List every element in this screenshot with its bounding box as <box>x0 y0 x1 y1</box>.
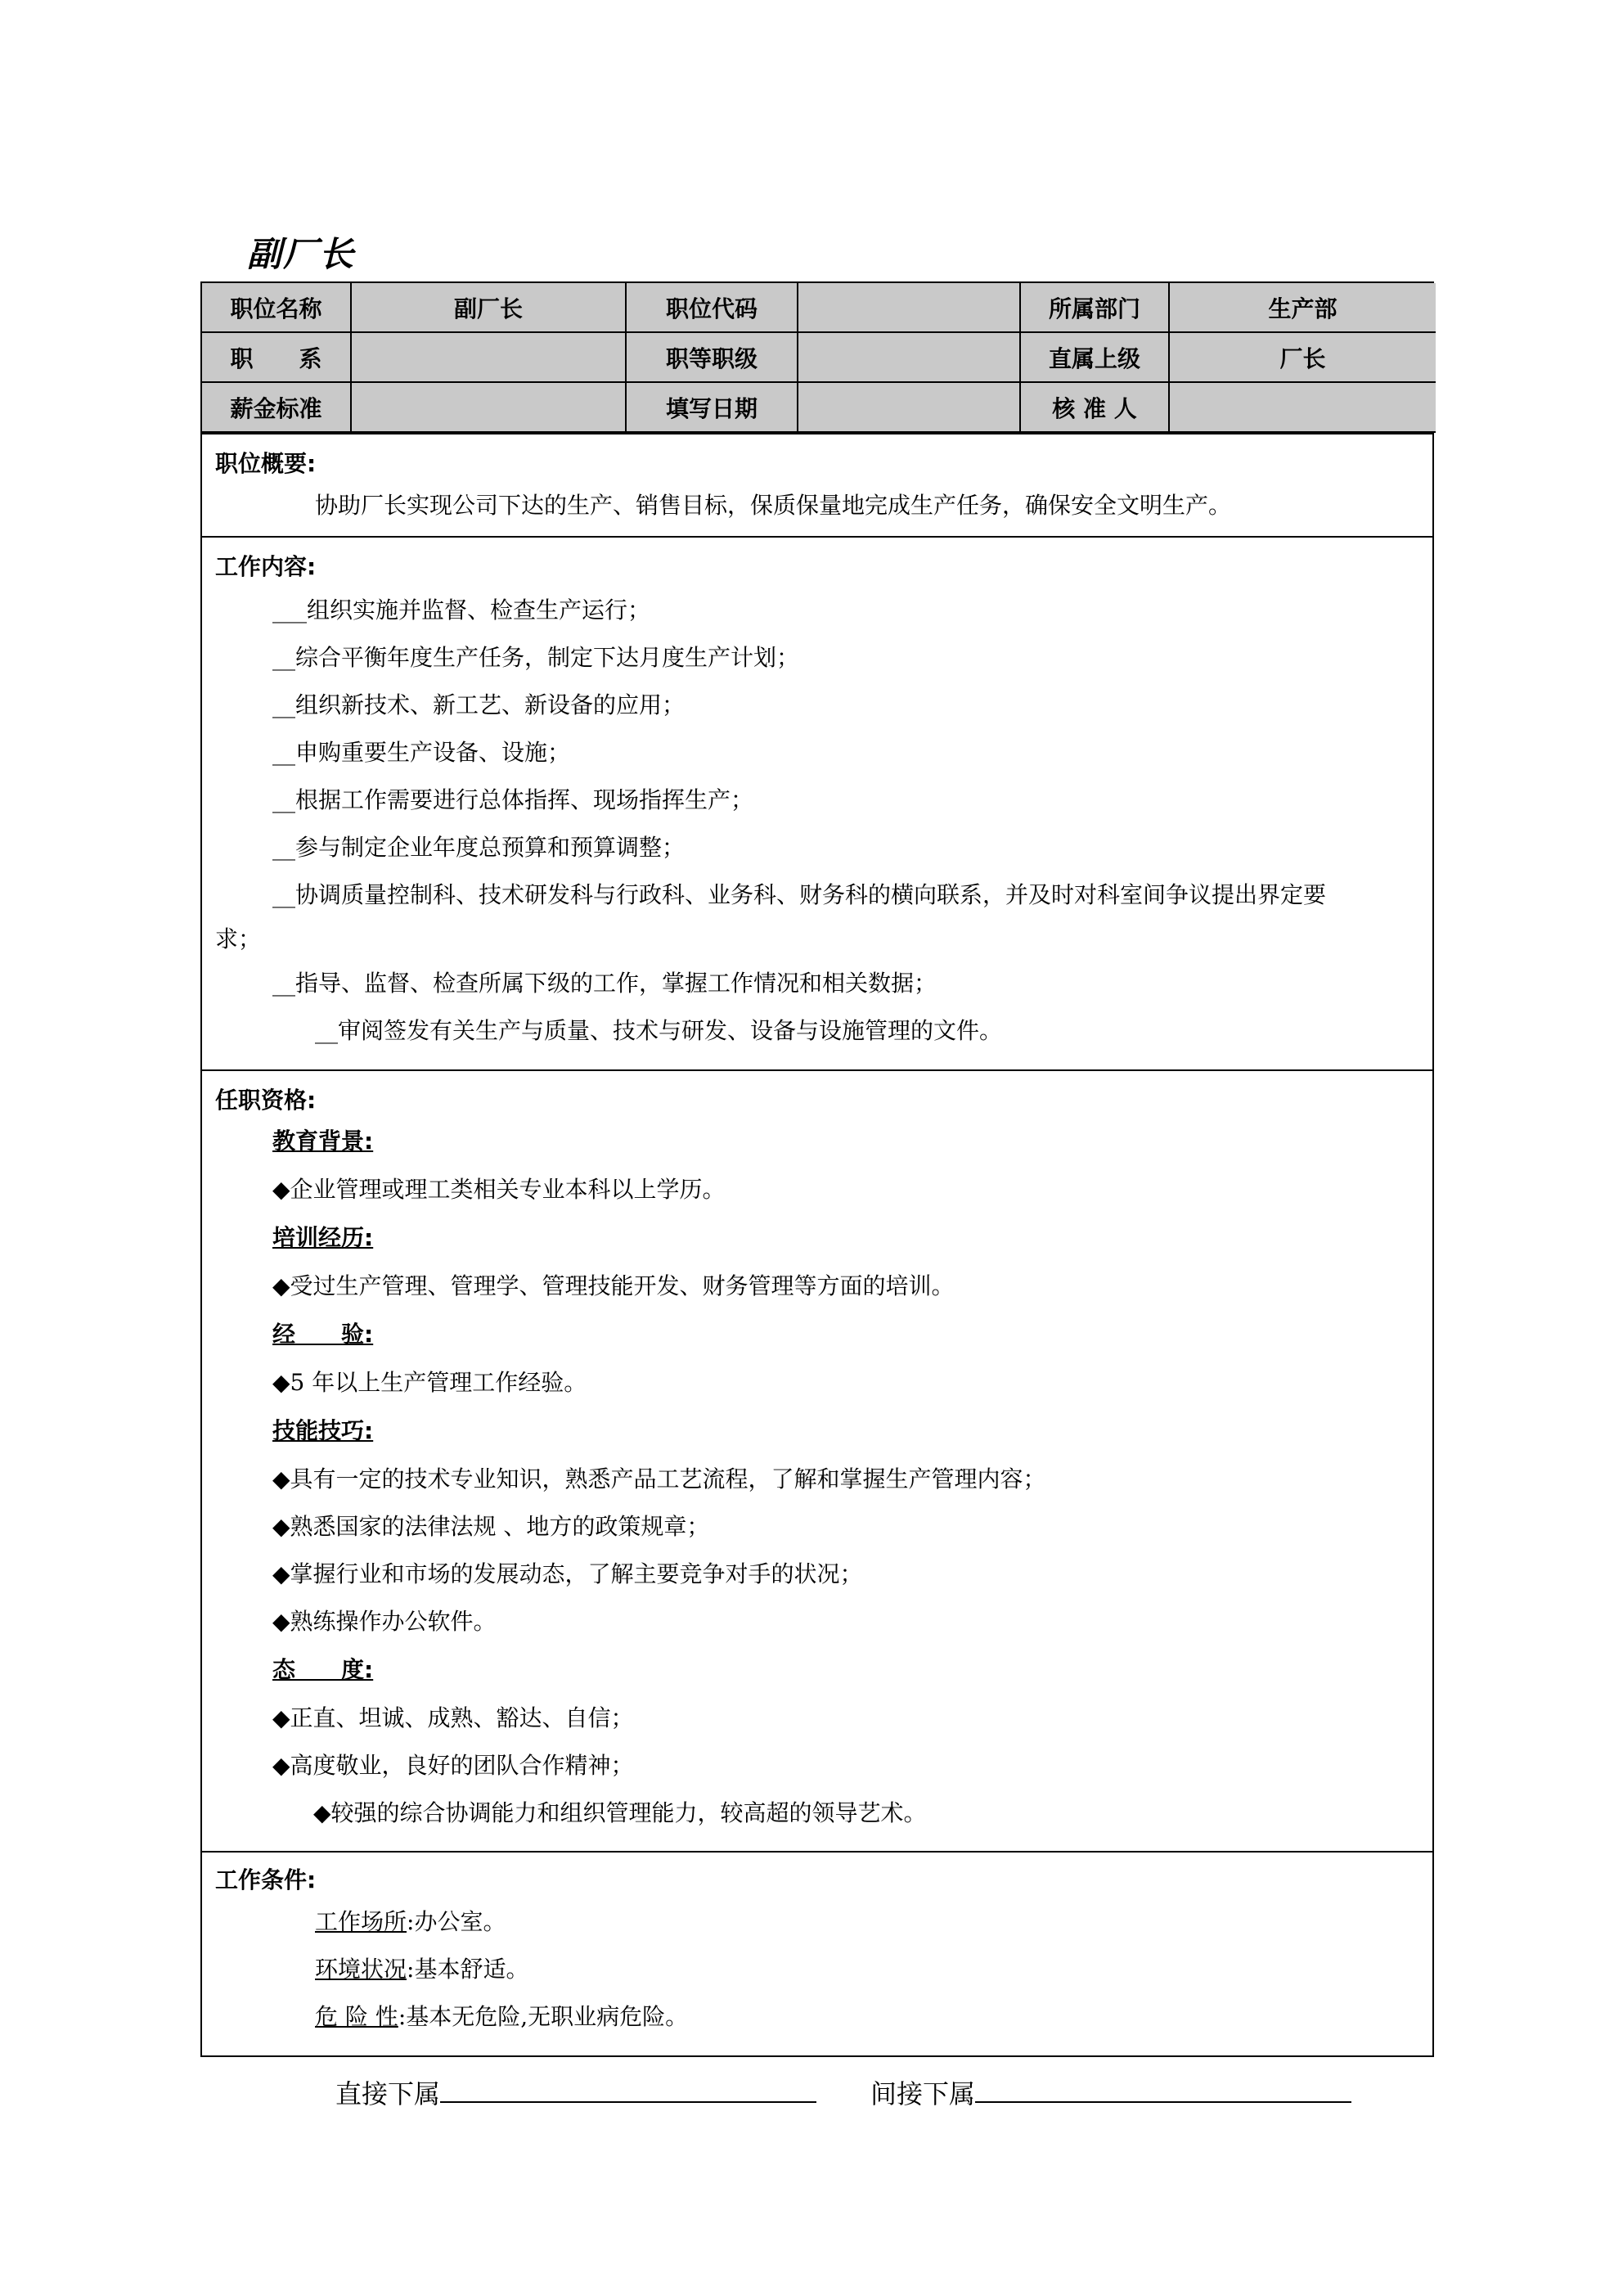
condition-value: :办公室。 <box>407 1908 506 1935</box>
duty-item: __参与制定企业年度总预算和预算调整； <box>272 834 686 861</box>
direct-subordinates-label: 直接下属 <box>335 2078 441 2109</box>
job-family-value <box>351 332 626 382</box>
condition-label: 环境状况 <box>315 1956 407 1983</box>
header-row-3 <box>202 382 1436 432</box>
duties-section <box>202 536 1432 1069</box>
duty-item-continued: 求； <box>215 925 262 952</box>
attitude-item: ◆高度敬业，良好的团队合作精神； <box>272 1752 634 1779</box>
fill-date-value <box>798 382 1020 432</box>
fill-date-label: 填写日期 <box>626 382 798 432</box>
condition-label: 危 险 性 <box>315 2003 398 2030</box>
page-title: 副厂长 <box>247 234 356 274</box>
education-item: ◆企业管理或理工类相关专业本科以上学历。 <box>272 1176 726 1203</box>
position-name-value: 副厂长 <box>351 283 626 332</box>
summary-section <box>202 433 1432 536</box>
duty-item: __协调质量控制科、技术研发科与行政科、业务科、财务科的横向联系，并及时对科室间争议提出界定要 <box>272 881 1327 908</box>
education-heading: 教育背景: <box>272 1128 374 1155</box>
salary-standard-value <box>351 382 626 432</box>
training-heading: 培训经历: <box>272 1224 374 1251</box>
duty-item: __申购重要生产设备、设施； <box>272 739 571 766</box>
department-label: 所属部门 <box>1020 283 1169 332</box>
attitude-heading: 态 度: <box>272 1656 374 1683</box>
job-family-label: 职 系 <box>202 332 351 382</box>
attitude-item: ◆较强的综合协调能力和组织管理能力，较高超的领导艺术。 <box>313 1799 927 1826</box>
position-code-label: 职位代码 <box>626 283 798 332</box>
header-table <box>202 283 1436 433</box>
qualifications-section <box>202 1069 1432 1851</box>
summary-text: 协助厂长实现公司下达的生产、销售目标，保质保量地完成生产任务，确保安全文明生产。 <box>315 492 1232 519</box>
position-code-value <box>798 283 1020 332</box>
condition-item <box>202 1898 1432 1946</box>
job-description-form <box>200 281 1434 2057</box>
department-value: 生产部 <box>1169 283 1436 332</box>
indirect-subordinates-blank[interactable] <box>975 2098 1351 2103</box>
duties-heading: 工作内容: <box>215 553 317 580</box>
grade-level-value <box>798 332 1020 382</box>
conditions-list <box>202 1897 1432 2041</box>
approver-value <box>1169 382 1436 432</box>
condition-item <box>202 1993 1432 2041</box>
salary-standard-label: 薪金标准 <box>202 382 351 432</box>
direct-subordinates-blank[interactable] <box>440 2098 816 2103</box>
supervisor-value: 厂长 <box>1169 332 1436 382</box>
condition-item <box>202 1946 1432 1993</box>
condition-value: :基本舒适。 <box>407 1956 529 1983</box>
qualifications-heading: 任职资格: <box>215 1087 317 1114</box>
condition-value: :基本无危险,无职业病危险。 <box>398 2003 689 2030</box>
indirect-subordinates <box>870 2073 1351 2111</box>
position-name-label: 职位名称 <box>202 283 351 332</box>
skill-item: ◆熟练操作办公软件。 <box>272 1608 497 1635</box>
conditions-section <box>202 1851 1432 2055</box>
duties-list <box>202 583 1432 1055</box>
approver-label: 核 准 人 <box>1020 382 1169 432</box>
experience-item: ◆5 年以上生产管理工作经验。 <box>272 1369 587 1396</box>
skills-heading: 技能技巧: <box>272 1417 374 1444</box>
grade-level-label: 职等职级 <box>626 332 798 382</box>
direct-subordinates <box>335 2073 816 2111</box>
conditions-heading: 工作条件: <box>215 1866 317 1893</box>
header-row-1 <box>202 283 1436 332</box>
header-row-2 <box>202 332 1436 382</box>
skill-item: ◆熟悉国家的法律法规 、地方的政策规章； <box>272 1513 710 1540</box>
duty-item: __审阅签发有关生产与质量、技术与研发、设备与设施管理的文件。 <box>315 1017 1003 1044</box>
duty-item: __综合平衡年度生产任务，制定下达月度生产计划； <box>272 644 800 671</box>
attitude-item: ◆正直、坦诚、成熟、豁达、自信； <box>272 1704 634 1731</box>
training-item: ◆受过生产管理、管理学、管理技能开发、财务管理等方面的培训。 <box>272 1272 955 1299</box>
skill-item: ◆掌握行业和市场的发展动态，了解主要竞争对手的状况； <box>272 1560 863 1587</box>
experience-heading: 经 验: <box>272 1321 374 1348</box>
summary-heading: 职位概要: <box>215 450 317 477</box>
duty-item: ___组织实施并监督、检查生产运行； <box>272 597 651 624</box>
skill-item: ◆具有一定的技术专业知识，熟悉产品工艺流程，了解和掌握生产管理内容； <box>272 1465 1046 1492</box>
duty-item: __组织新技术、新工艺、新设备的应用； <box>272 691 686 718</box>
supervisor-label: 直属上级 <box>1020 332 1169 382</box>
duty-item: __指导、监督、检查所属下级的工作，掌握工作情况和相关数据； <box>272 970 937 997</box>
indirect-subordinates-label: 间接下属 <box>870 2078 976 2109</box>
condition-label: 工作场所 <box>315 1908 407 1935</box>
duty-item: __根据工作需要进行总体指挥、现场指挥生产； <box>272 786 754 813</box>
